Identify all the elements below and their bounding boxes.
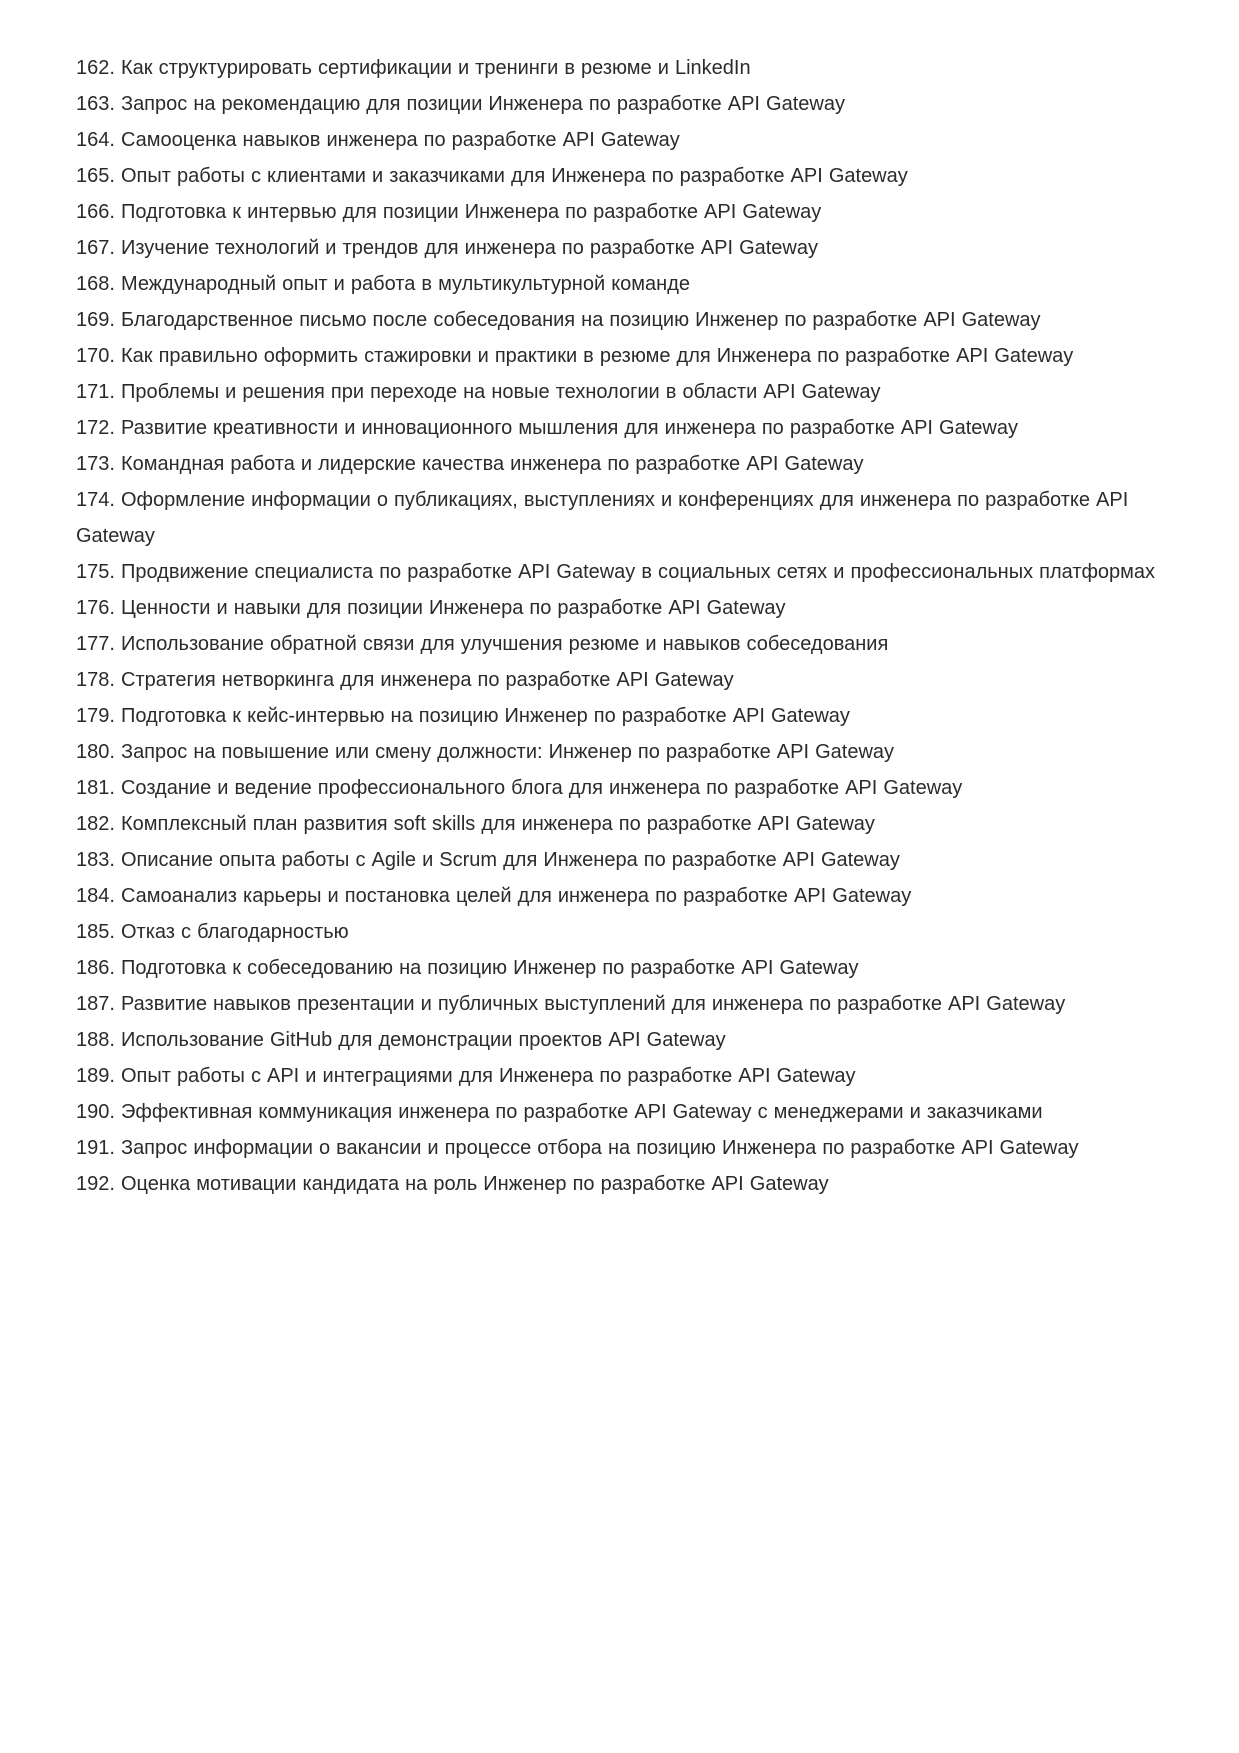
list-item: 175. Продвижение специалиста по разработке API Gateway в социальных сетях и профессиональных платформах [76, 561, 1156, 583]
list-item: 191. Запрос информации о вакансии и процессе отбора на позицию Инженера по разработке API Gateway [76, 1137, 1079, 1159]
list-item: 182. Комплексный план развития soft skills для инженера по разработке API Gateway [76, 813, 875, 835]
list-item: 185. Отказ с благодарностью [76, 921, 349, 943]
list-item: 187. Развитие навыков презентации и публичных выступлений для инженера по разработке API Gateway [76, 993, 1066, 1015]
list-item: 168. Международный опыт и работа в мультикультурной команде [76, 273, 691, 295]
list-item: 169. Благодарственное письмо после собеседования на позицию Инженер по разработке API Gateway [76, 309, 1041, 331]
list-item: 162. Как структурировать сертификации и тренинги в резюме и LinkedIn [76, 57, 751, 79]
list-item: 174. Оформление информации о публикациях, выступлениях и конференциях для инженера по разработке API Gateway [76, 489, 1129, 547]
list-item: 189. Опыт работы с API и интеграциями для Инженера по разработке API Gateway [76, 1065, 856, 1087]
list-item: 180. Запрос на повышение или смену должности: Инженер по разработке API Gateway [76, 741, 895, 763]
list-item: 163. Запрос на рекомендацию для позиции Инженера по разработке API Gateway [76, 93, 845, 115]
list-item: 165. Опыт работы с клиентами и заказчиками для Инженера по разработке API Gateway [76, 165, 908, 187]
list-item: 170. Как правильно оформить стажировки и практики в резюме для Инженера по разработке API Gateway [76, 345, 1074, 367]
list-item: 184. Самоанализ карьеры и постановка целей для инженера по разработке API Gateway [76, 885, 912, 907]
list-item: 179. Подготовка к кейс-интервью на позицию Инженер по разработке API Gateway [76, 705, 850, 727]
list-item: 164. Самооценка навыков инженера по разработке API Gateway [76, 129, 680, 151]
list-item: 183. Описание опыта работы с Agile и Scrum для Инженера по разработке API Gateway [76, 849, 900, 871]
list-item: 192. Оценка мотивации кандидата на роль Инженер по разработке API Gateway [76, 1173, 829, 1195]
list-item: 177. Использование обратной связи для улучшения резюме и навыков собеседования [76, 633, 889, 655]
list-item: 188. Использование GitHub для демонстрации проектов API Gateway [76, 1029, 726, 1051]
list-item: 167. Изучение технологий и трендов для инженера по разработке API Gateway [76, 237, 818, 259]
list-item: 181. Создание и ведение профессионального блога для инженера по разработке API Gateway [76, 777, 963, 799]
list-item: 173. Командная работа и лидерские качества инженера по разработке API Gateway [76, 453, 864, 475]
list-item: 166. Подготовка к интервью для позиции Инженера по разработке API Gateway [76, 201, 822, 223]
list-item: 190. Эффективная коммуникация инженера по разработке API Gateway с менеджерами и заказчиками [76, 1101, 1043, 1123]
list-item: 178. Стратегия нетворкинга для инженера по разработке API Gateway [76, 669, 734, 691]
list-item: 172. Развитие креативности и инновационного мышления для инженера по разработке API Gateway [76, 417, 1018, 439]
list-item: 176. Ценности и навыки для позиции Инженера по разработке API Gateway [76, 597, 786, 619]
list-item: 186. Подготовка к собеседованию на позицию Инженер по разработке API Gateway [76, 957, 859, 979]
list-item: 171. Проблемы и решения при переходе на новые технологии в области API Gateway [76, 381, 881, 403]
